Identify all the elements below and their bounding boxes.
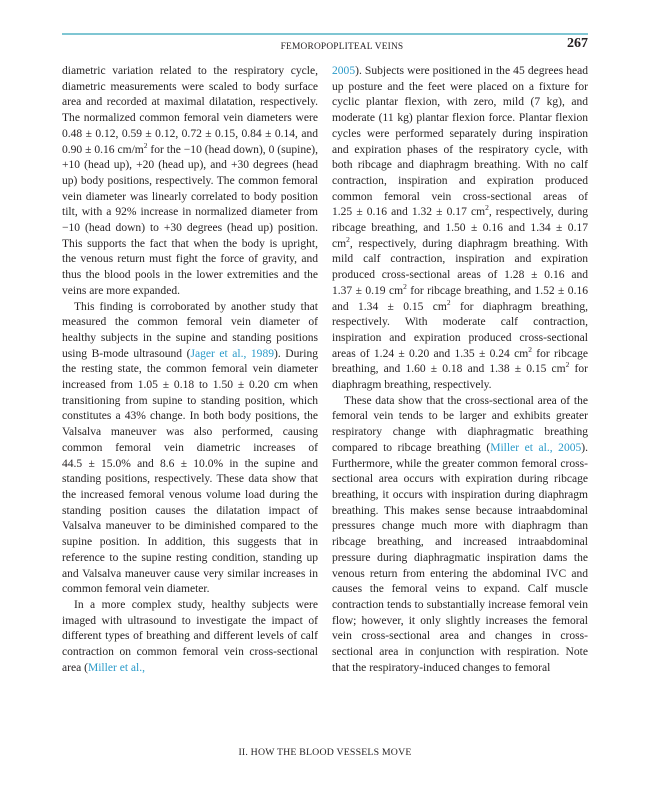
- text-run: for ribcage breathing, and 1.60 ± 0.18 and 1.38 ± 0.15 cm: [332, 347, 588, 376]
- superscript: 2: [403, 282, 407, 291]
- text-run: ). Subjects were positioned in the 45 degrees head up posture and the feet were placed on a fixture for cyclic plantar flexion, with zero, mild (7 kg), and moderate (11 kg) plantar flexion force. Plantar flexion cycles were performed separately during inspiration and expiration phases of the respiratory cycle, with both ribcage and diaphragm breathing. With no calf contraction, inspiration and expiration produced common femoral vein cross-sectional areas of 1.25 ± 0.16 and 1.32 ± 0.17 cm: [332, 65, 588, 219]
- page-number: 267: [567, 36, 588, 51]
- citation-link[interactable]: Miller et al.,: [87, 661, 146, 674]
- superscript: 2: [485, 203, 489, 213]
- text-run: for the −10 (head down), 0 (supine), +10 (head up), +20 (head up), and +30 degrees (head up) body positions, respectively. The common femoral vein diameter was linearly correlated to body position tilt, with a 92% increase in normalized diameter from −10 (head down) to +30 degrees (head up) position. This supports the fact that when the body is upright, the venous return must fight the force of gravity, and thus the blood pools in the lower extremities and the veins are more expanded.: [62, 143, 318, 297]
- running-head: FEMOROPOPLITEAL VEINS: [280, 42, 404, 52]
- superscript: 2: [143, 140, 148, 150]
- superscript: 2: [446, 297, 451, 307]
- text-run: diametric variation related to the respiratory cycle, diametric measurements were scaled to body surface area and recorded at maximal dilatation, respectively. The normalized common femoral vein diameters were 0.48 ± 0.12, 0.59 ± 0.12, 0.72 ± 0.15, 0.84 ± 0.14, and 0.90 ± 0.16 cm/m: [62, 65, 318, 156]
- paragraph: [332, 394, 588, 677]
- text-run: for ribcage breathing, and 1.52 ± 0.16 and 1.34 ± 0.15 cm: [332, 284, 588, 313]
- page-header: [62, 33, 588, 55]
- paragraph: [62, 64, 318, 300]
- superscript: 2: [346, 234, 350, 244]
- text-run: In a more complex study, healthy subjects were imaged with ultrasound to investigate the impact of different types of breathing and different levels of calf contraction on common femoral vein cross-sectional area (: [62, 598, 318, 674]
- superscript: 2: [528, 344, 532, 354]
- text-run: This finding is corroborated by another study that measured the common femoral vein diameter of healthy subjects in the supine and standing positions using B-mode ultrasound (: [62, 300, 318, 360]
- citation-link[interactable]: 2005: [332, 65, 356, 77]
- text-run: , respectively, during diaphragm breathing. With mild calf contraction, inspiration and expiration produced cross-sectional areas of 1.28 ± 0.16 and 1.37 ± 0.19 cm: [332, 237, 588, 297]
- paragraph: [62, 598, 318, 677]
- text-run: ). Furthermore, while the greater common femoral cross-sectional area occurs with expiration during ribcage breathing, it occurs with inspiration during diaphragm breathing. This makes sense because intraabdominal pressures change much more with diaphragm than ribcage breathing, and increased intraabdominal pressure during diaphragmatic inspiration dams the venous return from entering the abdominal IVC and causes the femoral veins to expand. Calf muscle contraction tends to substantially increase femoral vein flow; however, it only slightly increases the femoral vein cross-sectional area and changes in cross-sectional area in conjunction with respiration. Note that the respiratory-induced changes to femoral: [332, 441, 588, 674]
- citation-link[interactable]: Jager et al., 1989: [190, 347, 274, 360]
- paragraph: [332, 64, 588, 394]
- citation-link[interactable]: Miller et al., 2005: [490, 441, 582, 454]
- text-run: for diaphragm breathing, respectively. With moderate calf contraction, inspiration and expiration produced cross-sectional areas of 1.24 ± 0.20 and 1.35 ± 0.24 cm: [332, 300, 588, 360]
- text-run: for diaphragm breathing, respectively.: [332, 363, 588, 392]
- text-run: , respectively, during ribcage breathing, and 1.50 ± 0.16 and 1.34 ± 0.17 cm: [332, 206, 588, 250]
- header-rule: [62, 33, 588, 35]
- text-run: These data show that the cross-sectional area of the femoral vein tends to be larger and exhibits greater respiratory change with diaphragmatic breathing compared to ribcage breathing (: [332, 394, 588, 454]
- superscript: 2: [565, 360, 570, 370]
- page-footer: II. HOW THE BLOOD VESSELS MOVE: [238, 747, 412, 758]
- right-column: [332, 64, 588, 676]
- text-run: ). During the resting state, the common femoral vein diameter increased from 1.05 ± 0.18 to 1.50 ± 0.20 cm when transitioning from supine to standing position, which constitutes a 43% change. In both body positions, the Valsalva maneuver was also performed, causing common femoral vein diametric increases of 44.5 ± 15.0% and 8.6 ± 10.0% in the supine and standing positions, respectively. These data show that the increased femoral venous volume load during the standing position causes the dilatation impact of Valsalva maneuver to be diminished compared to the supine position. In addition, this suggests that in reference to the supine resting condition, standing up and Valsalva maneuver cause very similar increases in common femoral vein diameter.: [62, 347, 318, 596]
- paragraph: [62, 300, 318, 598]
- left-column: [62, 64, 318, 676]
